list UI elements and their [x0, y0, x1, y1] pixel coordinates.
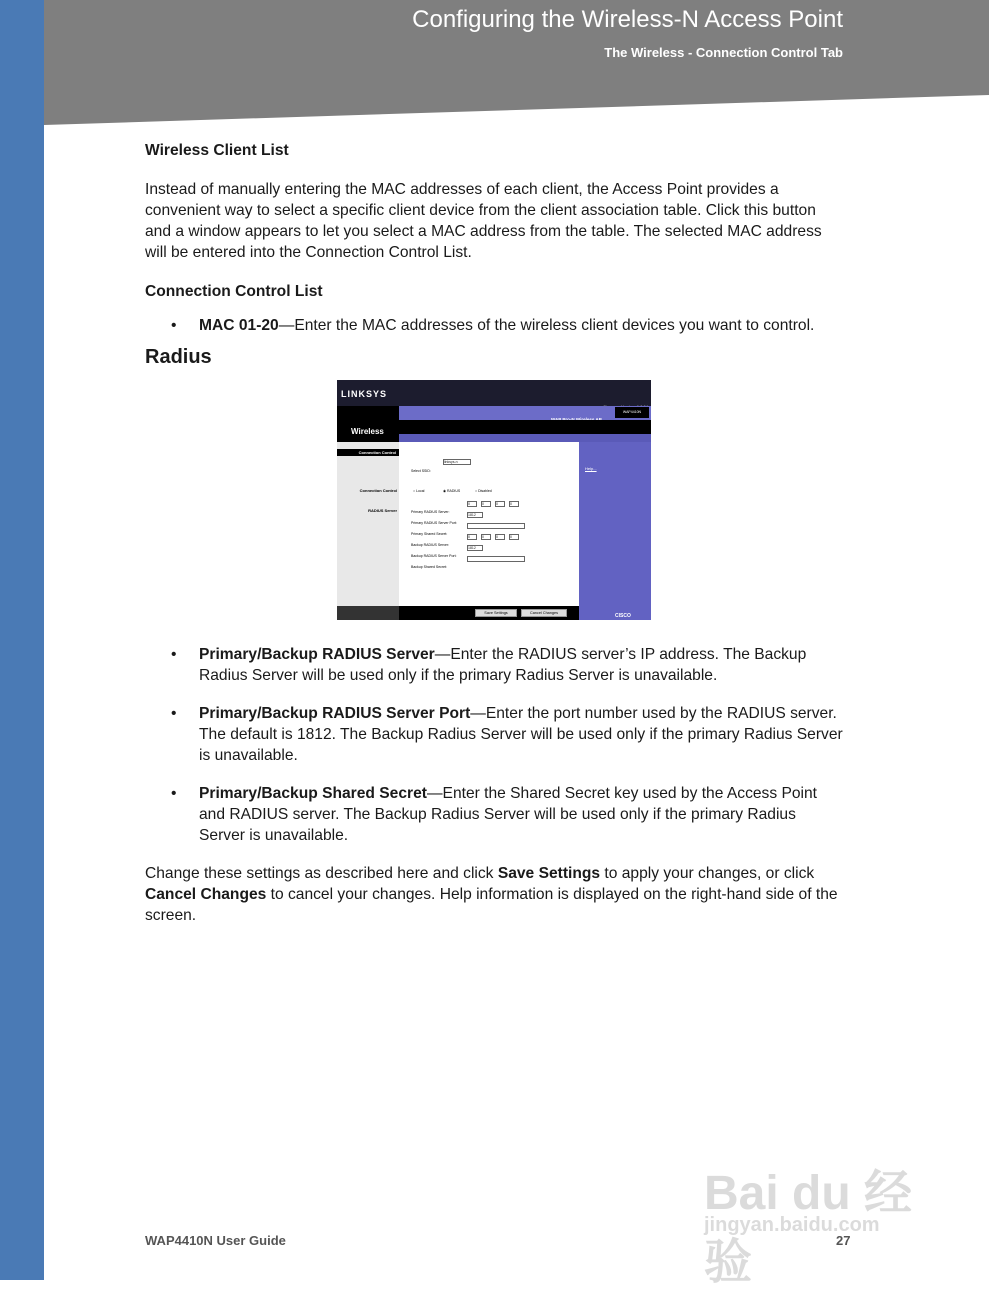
fig-backup-server-label: Backup RADIUS Server:	[411, 543, 450, 547]
fig-backup-secret-input[interactable]	[467, 556, 525, 562]
watermark-url: jingyan.baidu.com	[704, 1214, 880, 1236]
fig-bottom-left	[337, 606, 399, 620]
page-number: 27	[836, 1233, 851, 1248]
paragraph-wireless-client-list: Instead of manually entering the MAC addresses of each client, the Access Point provides a convenient way to select a specific client device from the client association table. Click this button and a window appears to let you select a MAC address from the table. The selected MAC address will be entered into the Connection Control List.	[145, 181, 822, 261]
bullet-text: —Enter the MAC addresses of the wireless client devices you want to control.	[278, 317, 815, 334]
fig-ip-octet[interactable]: 0	[509, 501, 519, 507]
bullet-term: MAC 01-20	[199, 317, 279, 334]
bullet-term: Primary/Backup RADIUS Server	[199, 646, 435, 663]
fig-ssid-label: Select SSID:	[411, 469, 431, 473]
closing-text: to cancel your changes. Help information is displayed on the right-hand side of the screen.	[145, 886, 838, 924]
fig-section-label: Wireless	[351, 427, 384, 436]
fig-primary-secret-label: Primary Shared Secret:	[411, 532, 448, 536]
header-subtitle: The Wireless - Connection Control Tab	[604, 45, 843, 60]
list-item	[145, 783, 845, 846]
cancel-changes-term: Cancel Changes	[145, 886, 267, 903]
fig-ssid-select[interactable]: linksys-n	[443, 459, 471, 465]
fig-connection-control-header: Connection Control	[337, 449, 399, 456]
fig-help-link[interactable]: Help...	[585, 466, 597, 471]
fig-connection-control-label: Connection Control	[359, 488, 397, 493]
fig-save-settings-button[interactable]: Save Settings	[475, 609, 517, 617]
radius-bullets	[145, 644, 845, 846]
fig-model-box: WAP4410N	[615, 407, 649, 418]
list-item	[145, 315, 845, 336]
bullet-text: —Enter the port number used by the RADIUS server. The default is 1812. The Backup Radius Server will be used only if the primary Radius Server is unavailable.	[199, 705, 843, 764]
page-header	[44, 0, 989, 125]
header-title: Configuring the Wireless-N Access Point	[412, 6, 843, 33]
fig-ip-octet[interactable]: 0	[495, 501, 505, 507]
page-content	[145, 140, 845, 926]
fig-ip-octet[interactable]: 0	[495, 534, 505, 540]
fig-ip-octet[interactable]: 0	[481, 534, 491, 540]
fig-ip-octet[interactable]: 0	[509, 534, 519, 540]
list-item	[145, 703, 845, 766]
closing-paragraph	[145, 863, 845, 926]
heading-radius: Radius	[145, 346, 212, 368]
fig-ip-octet[interactable]: 0	[467, 534, 477, 540]
closing-text: to apply your changes, or click	[600, 865, 815, 882]
fig-backup-port-input[interactable]: 1812	[467, 545, 483, 551]
fig-cancel-changes-button[interactable]: Cancel Changes	[521, 609, 567, 617]
fig-radio-local-label: Local	[416, 489, 425, 493]
radius-screenshot	[337, 380, 651, 620]
fig-radio-disabled[interactable]: ○ Disabled	[475, 489, 492, 493]
fig-backup-port-label: Backup RADIUS Server Port:	[411, 554, 457, 558]
heading-connection-control-list: Connection Control List	[145, 283, 323, 300]
bullet-text: —Enter the Shared Secret key used by the Access Point and RADIUS server. The Backup Radius Server will be used only if the primary Radius Server is unavailable.	[199, 785, 818, 844]
left-accent-bar	[0, 0, 44, 1280]
watermark-brand: Bai du 经验	[704, 1167, 913, 1289]
fig-tab-bar	[399, 420, 651, 434]
fig-radio-radius-label: RADIUS	[447, 489, 461, 493]
save-settings-term: Save Settings	[497, 865, 601, 882]
fig-backup-secret-label: Backup Shared Secret:	[411, 565, 447, 569]
fig-radio-radius[interactable]: ◉ RADIUS	[443, 489, 461, 493]
fig-radius-server-label: RADIUS Server	[368, 508, 397, 513]
fig-ip-octet[interactable]: 0	[481, 501, 491, 507]
fig-primary-port-label: Primary RADIUS Server Port:	[411, 521, 457, 525]
bullet-term: Primary/Backup Shared Secret	[199, 785, 427, 802]
bullet-text: —Enter the RADIUS server’s IP address. The Backup Radius Server will be used only if the primary Radius Server is unavailable.	[199, 646, 807, 684]
linksys-logo: LINKSYS	[341, 389, 388, 399]
fig-primary-secret-input[interactable]	[467, 523, 525, 529]
footer-guide-name: WAP4410N User Guide	[145, 1233, 286, 1248]
fig-primary-port-input[interactable]: 1812	[467, 512, 483, 518]
fig-label-column	[337, 442, 399, 620]
fig-ip-octet[interactable]: 0	[467, 501, 477, 507]
fig-product-bar	[399, 406, 651, 420]
bullet-term: Primary/Backup RADIUS Server Port	[199, 705, 471, 722]
cisco-logo: CISCO	[615, 613, 631, 619]
fig-primary-server-label: Primary RADIUS Server:	[411, 510, 450, 514]
list-item	[145, 644, 845, 686]
heading-wireless-client-list: Wireless Client List	[145, 142, 289, 159]
connection-control-bullets	[145, 315, 845, 336]
closing-text: Change these settings as described here and click	[145, 865, 498, 882]
fig-radio-local[interactable]: ○ Local	[413, 489, 425, 493]
fig-radio-disabled-label: Disabled	[478, 489, 492, 493]
